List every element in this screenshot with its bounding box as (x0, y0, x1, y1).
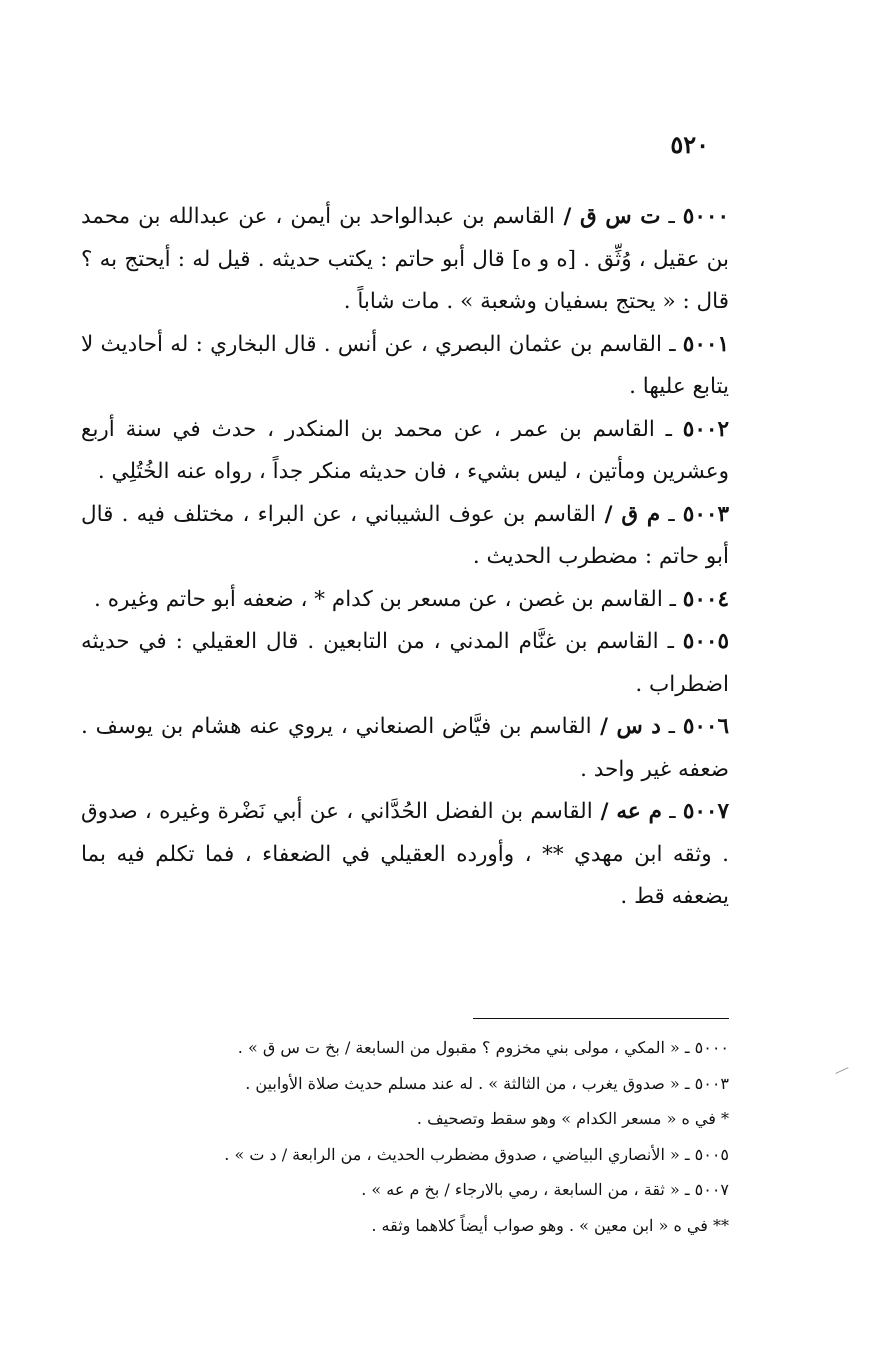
entry-number: ٥٠٠٧ (682, 799, 730, 824)
entry-code: ت س ق (580, 204, 661, 229)
entry-number: ٥٠٠٢ (682, 416, 729, 442)
footnote: ٥٠٠٥ ـ « الأنصاري البياضي ، صدوق مضطرب الحديث ، من الرابعة / د ت » . (224, 1144, 729, 1164)
entry-text: القاسم بن الفضل الحُدَّاني ، عن أبي نَضْرة وغيره ، صدوق . وثقه ابن مهدي ** ، وأورده العقيلي في الضعفاء ، فما تكلم فيه بما يضعفه قط . (81, 799, 729, 909)
entry-text: القاسم بن عمر ، عن محمد بن المنكدر ، حدث في سنة أربع وعشرين ومأتين ، ليس بشيء ، فان حديثه منكر جداً ، رواه عنه الخُتُلِي . (81, 416, 729, 484)
entry-number: ٥٠٠٣ (682, 501, 729, 527)
entry-number: ٥٠٠٠ (682, 204, 729, 229)
footnotes (99, 1030, 729, 1243)
footnote: * في ه « مسعر الكدام » وهو سقط وتصحيف . (416, 1109, 729, 1128)
entry-text: القاسم بن غنَّام المدني ، من التابعين . قال العقيلي : في حديثه اضطراب . (81, 629, 729, 697)
entry-number: ٥٠٠٤ (682, 586, 729, 612)
entry-5003: ٥٠٠٣ ـ م ق / القاسم بن عوف الشيباني ، عن البراء ، مختلف فيه . قال أبو حاتم : مضطرب الحديث . (81, 501, 729, 569)
footnote: ٥٠٠٠ ـ « المكي ، مولى بني مخزوم ؟ مقبول من السابعة / بخ ت س ق » . (237, 1038, 729, 1057)
entry-5005: ٥٠٠٥ ـ القاسم بن غنَّام المدني ، من التابعين . قال العقيلي : في حديثه اضطراب . (81, 629, 729, 697)
scan-mark (835, 1067, 848, 1074)
entry-number: ٥٠٠٥ (682, 629, 729, 654)
entry-5000: ٥٠٠٠ ـ ت س ق / القاسم بن عبدالواحد بن أيمن ، عن عبدالله بن محمد بن عقيل ، وُثِّق . [ه و ه] قال أبو حاتم : يكتب حديثه . قيل له : أيحتج به ؟ قال : « يحتج بسفيان وشعبة » . مات شاباً . (81, 204, 729, 314)
entry-code: د س (616, 714, 661, 739)
entry-code: م ق (621, 501, 661, 527)
footnote: ٥٠٠٧ ـ « ثقة ، من السابعة ، رمي بالارجاء / بخ م عه » . (361, 1180, 729, 1199)
footnote-divider (473, 1018, 729, 1019)
footnote: ** في ه « ابن معين » . وهو صواب أيضاً كلاهما وثقه . (371, 1215, 729, 1235)
entry-text: القاسم بن فيَّاض الصنعاني ، يروي عنه هشام بن يوسف . ضعفه غير واحد . (81, 714, 729, 782)
entry-text: القاسم بن عوف الشيباني ، عن البراء ، مختلف فيه . قال أبو حاتم : مضطرب الحديث . (81, 501, 729, 569)
entry-code: م عه (616, 799, 662, 824)
entry-number: ٥٠٠٦ (682, 714, 730, 739)
entry-5002: ٥٠٠٢ ـ القاسم بن عمر ، عن محمد بن المنكدر ، حدث في سنة أربع وعشرين ومأتين ، ليس بشيء ، فان حديثه منكر جداً ، رواه عنه الخُتُلِي . (81, 416, 729, 484)
footnote: ٥٠٠٣ ـ « صدوق يغرب ، من الثالثة » . له عند مسلم حديث صلاة الأوابين . (245, 1073, 729, 1093)
entry-text: القاسم بن عبدالواحد بن أيمن ، عن عبدالله بن محمد بن عقيل ، وُثِّق . [ه و ه] قال أبو حاتم : يكتب حديثه . قيل له : أيحتج به ؟ قال : « يحتج بسفيان وشعبة » . مات شاباً . (81, 204, 729, 314)
entry-5006: ٥٠٠٦ ـ د س / القاسم بن فيَّاض الصنعاني ، يروي عنه هشام بن يوسف . ضعفه غير واحد . (81, 714, 730, 782)
entry-5004: ٥٠٠٤ ـ القاسم بن غصن ، عن مسعر بن كدام * ، ضعفه أبو حاتم وغيره . (94, 586, 729, 612)
entry-5001: ٥٠٠١ ـ القاسم بن عثمان البصري ، عن أنس . قال البخاري : له أحاديث لا يتابع عليها . (81, 331, 729, 399)
entries-list (81, 196, 729, 919)
entry-number: ٥٠٠١ (682, 331, 729, 357)
entry-text: القاسم بن غصن ، عن مسعر بن كدام * ، ضعفه أبو حاتم وغيره . (94, 586, 663, 612)
page-number: ٥٢٠ (670, 130, 709, 159)
entry-text: القاسم بن عثمان البصري ، عن أنس . قال البخاري : له أحاديث لا يتابع عليها . (81, 331, 729, 399)
entry-5007: ٥٠٠٧ ـ م عه / القاسم بن الفضل الحُدَّاني ، عن أبي نَضْرة وغيره ، صدوق . وثقه ابن مهدي ** ، وأورده العقيلي في الضعفاء ، فما تكلم فيه بما يضعفه قط . (81, 799, 730, 909)
